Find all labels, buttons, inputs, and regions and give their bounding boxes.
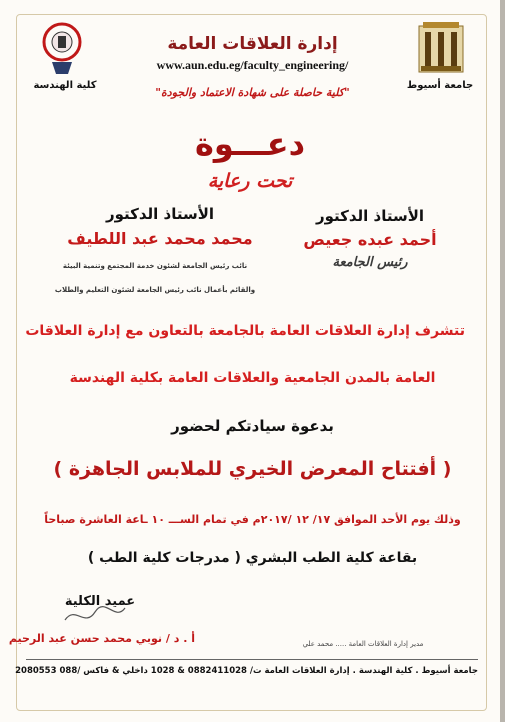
dean-name: أ . د / نوبي محمد حسن عبد الرحيم bbox=[8, 632, 195, 645]
patron-left-name: محمد محمد عبد اللطيف bbox=[67, 229, 253, 248]
accreditation-note: "كلية حاصلة على شهادة الاعتماد والجودة" bbox=[155, 86, 350, 99]
faculty-logo-icon bbox=[38, 18, 88, 78]
patron-left-honorific: الأستاذ الدكتور bbox=[105, 205, 215, 223]
dean-title: عميد الكلية bbox=[64, 594, 136, 609]
faculty-caption: كلية الهندسة bbox=[33, 80, 97, 91]
event-venue: بقاعة كلية الطب البشري ( مدرجات كلية الطب ) bbox=[87, 550, 418, 566]
patron-right-role: رئيس الجامعة bbox=[332, 255, 408, 270]
faculty-url: www.aun.edu.eg/faculty_engineering/ bbox=[156, 58, 349, 72]
patron-left-role-line2: والقائم بأعمال نائب رئيس الجامعة لشئون التعليم والطلاب bbox=[54, 286, 256, 294]
signature-mark-icon bbox=[60, 600, 130, 630]
body-line-3: بدعوة سيادتكم لحضور bbox=[171, 417, 334, 435]
body-line-1: تتشرف إدارة العلاقات العامة بالجامعة بالتعاون مع إدارة العلاقات bbox=[25, 323, 465, 339]
body-line-2: العامة بالمدن الجامعية والعلاقات العامة بكلية الهندسة bbox=[69, 370, 436, 386]
department-title: إدارة العلاقات العامة bbox=[167, 34, 338, 54]
patron-left-role-line1: نائب رئيس الجامعة لشئون خدمة المجتمع وتنمية البيئة bbox=[62, 262, 248, 270]
event-name: ( أفتتاح المعرض الخيري للملابس الجاهزة ) bbox=[53, 458, 452, 480]
invitation-title: دعـــوة bbox=[194, 125, 306, 163]
page-edge bbox=[500, 0, 505, 722]
footer-divider bbox=[26, 659, 478, 660]
patronage-heading: تحت رعاية bbox=[207, 170, 293, 192]
event-date: وذلك يوم الأحد الموافق ١٧/ ١٢ /٢٠١٧م في تمام الســـ ١٠ ـاعة العاشرة صباحاً bbox=[44, 513, 461, 526]
university-caption: جامعة أسيوط bbox=[406, 80, 474, 91]
footer-contact: جامعة أسيوط . كلية الهندسة . إدارة العلاقات العامة ت/ 0882411028 & 1028 داخلي & فاكس /088 2080553 bbox=[15, 666, 478, 676]
patron-right-honorific: الأستاذ الدكتور bbox=[315, 207, 425, 225]
pr-manager: مدير إدارة العلاقات العامة ..... محمد علي bbox=[302, 640, 424, 648]
patron-right-name: أحمد عبده جعيص bbox=[303, 230, 437, 249]
